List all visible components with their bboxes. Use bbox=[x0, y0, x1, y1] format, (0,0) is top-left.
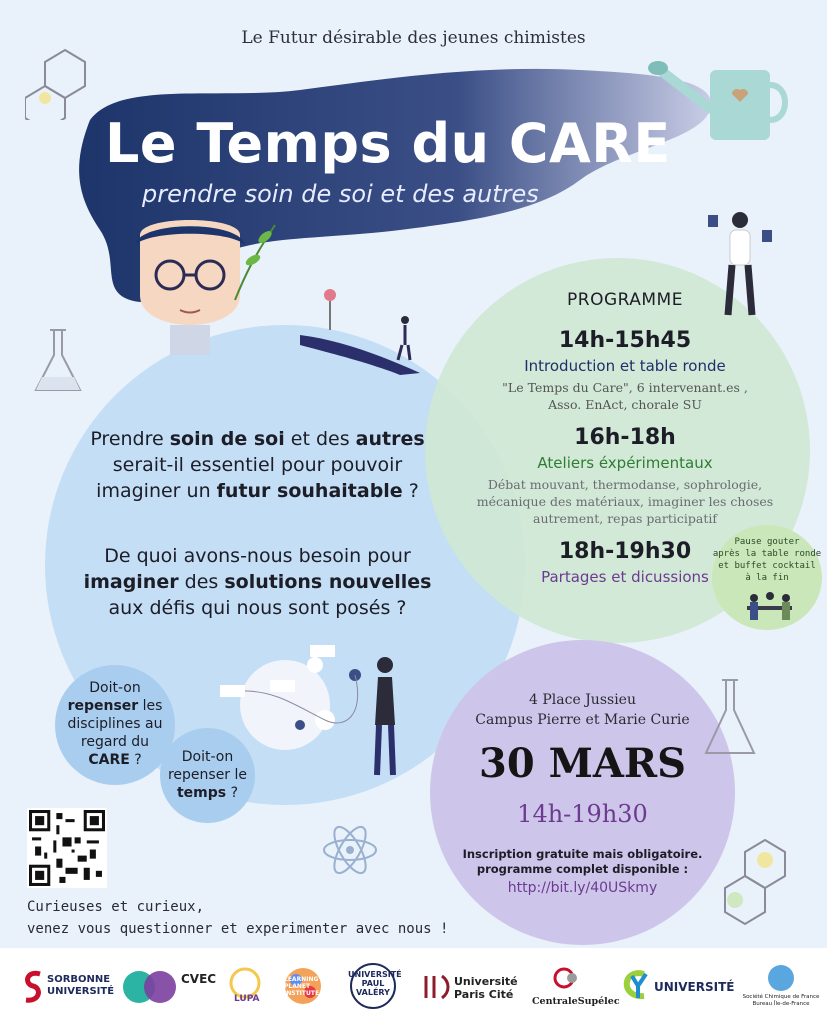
q1-bold: soin de soi bbox=[169, 428, 285, 450]
cy-logo-icon bbox=[618, 968, 652, 1002]
programme-description: Débat mouvant, thermodanse, sophrologie, mécanique des matériaux, imaginer les choses autrement, repas participatif bbox=[476, 477, 774, 526]
event-date: 30 MARS bbox=[478, 740, 687, 787]
programme-time: 14h-15h45 bbox=[558, 328, 692, 353]
programme-subtitle: Partages et dicussions bbox=[541, 568, 709, 586]
sorbonne-logo: SORBONNE UNIVERSITÉ bbox=[47, 974, 115, 997]
q1-text: serait-il essentiel pour pouvoir bbox=[112, 454, 403, 476]
inscription-line: Inscription gratuite mais obligatoire. bbox=[462, 847, 703, 861]
flask-icon bbox=[28, 325, 88, 400]
road-illustration bbox=[290, 285, 430, 375]
page-subtitle: prendre soin de soi et des autres bbox=[142, 180, 539, 208]
centrale-logo-icon bbox=[552, 966, 582, 990]
lupa-logo: LUPA bbox=[234, 994, 260, 1004]
programme-description: "Le Temps du Care", 6 intervenant.es , Asso. EnAct, chorale SU bbox=[502, 380, 748, 412]
programme-subtitle: Ateliers éxpérimentaux bbox=[537, 454, 713, 472]
question-2 bbox=[55, 543, 460, 621]
purple-circle bbox=[430, 640, 735, 945]
cy-logo: UNIVERSITÉ bbox=[654, 980, 735, 994]
address-line: Campus Pierre et Marie Curie bbox=[475, 712, 690, 728]
inscription-line: programme complet disponible : bbox=[476, 862, 689, 876]
q1-bold: futur souhaitable bbox=[216, 480, 403, 502]
qr-code[interactable] bbox=[27, 808, 107, 888]
paul-valery-logo: UNIVERSITÉ PAUL VALÉRY bbox=[348, 970, 402, 997]
question-1 bbox=[55, 426, 460, 504]
event-address bbox=[430, 690, 735, 730]
upc-logo-icon bbox=[422, 972, 450, 1002]
programme-time: 18h-19h30 bbox=[558, 539, 692, 564]
bubble-bold: temps bbox=[176, 785, 227, 801]
q2-bold: solutions nouvelles bbox=[224, 571, 432, 593]
sorbonne-logo-icon bbox=[22, 970, 44, 1004]
programme-subtitle: Introduction et table ronde bbox=[524, 357, 726, 375]
top-subtitle: Le Futur désirable des jeunes chimistes bbox=[241, 28, 586, 48]
leaf-icon bbox=[225, 215, 285, 305]
q2-bold: imaginer bbox=[83, 571, 179, 593]
footer-text bbox=[27, 896, 448, 940]
centrale-logo: CentraleSupélec bbox=[532, 996, 620, 1007]
bubble-text: Doit-on bbox=[89, 680, 141, 696]
cvec-logo-icon bbox=[122, 970, 178, 1004]
bubble-text: repenser le bbox=[167, 767, 248, 783]
bubble-text: regard du bbox=[80, 734, 150, 750]
q1-text: ? bbox=[402, 480, 419, 502]
bubble-text: ? bbox=[129, 752, 142, 768]
q2-text: De quoi avons-nous besoin pour bbox=[104, 545, 411, 567]
bubble-bold: CARE bbox=[88, 752, 130, 768]
molecule-icon bbox=[25, 40, 105, 120]
scf-logo-icon bbox=[764, 964, 798, 992]
programme-time: 16h-18h bbox=[574, 425, 676, 450]
atom-icon bbox=[320, 820, 380, 880]
bubble-text: les bbox=[138, 698, 163, 714]
q1-text: imaginer un bbox=[96, 480, 217, 502]
page-title: Le Temps du CARE bbox=[105, 112, 671, 175]
q2-text: aux défis qui nous sont posés ? bbox=[108, 597, 407, 619]
learning-planet-logo: LEARNING PLANET INSTITUTE bbox=[284, 976, 320, 997]
question-bubble-disciplines bbox=[55, 665, 175, 785]
question-bubble-temps bbox=[160, 728, 255, 823]
programme-title: PROGRAMME bbox=[567, 290, 683, 310]
footer-line: Curieuses et curieux, bbox=[27, 899, 205, 915]
q1-bold: autres bbox=[355, 428, 425, 450]
scf-logo: Société Chimique de France Bureau Île-de-France bbox=[742, 994, 820, 1007]
bubble-text: Doit-on bbox=[181, 749, 234, 765]
inscription-info bbox=[440, 847, 725, 877]
pause-note: Pause gouter après la table ronde et buffet cocktail à la fin bbox=[712, 537, 822, 583]
q2-text: des bbox=[178, 571, 225, 593]
bubble-bold: repenser bbox=[67, 698, 139, 714]
event-hours: 14h-19h30 bbox=[517, 800, 648, 828]
bubble-text: ? bbox=[226, 785, 239, 801]
address-line: 4 Place Jussieu bbox=[529, 692, 636, 708]
cvec-logo: CVEC bbox=[181, 972, 217, 986]
programme-link[interactable]: http://bit.ly/40USkmy bbox=[507, 880, 658, 896]
bubble-text: disciplines au bbox=[67, 716, 163, 732]
q1-text: et des bbox=[284, 428, 356, 450]
people-table-illustration bbox=[742, 588, 797, 623]
upc-logo: Université Paris Cité bbox=[454, 975, 518, 1001]
footer-line: venez vous questionner et experimenter avec nous ! bbox=[27, 921, 449, 937]
q1-text: Prendre bbox=[90, 428, 170, 450]
